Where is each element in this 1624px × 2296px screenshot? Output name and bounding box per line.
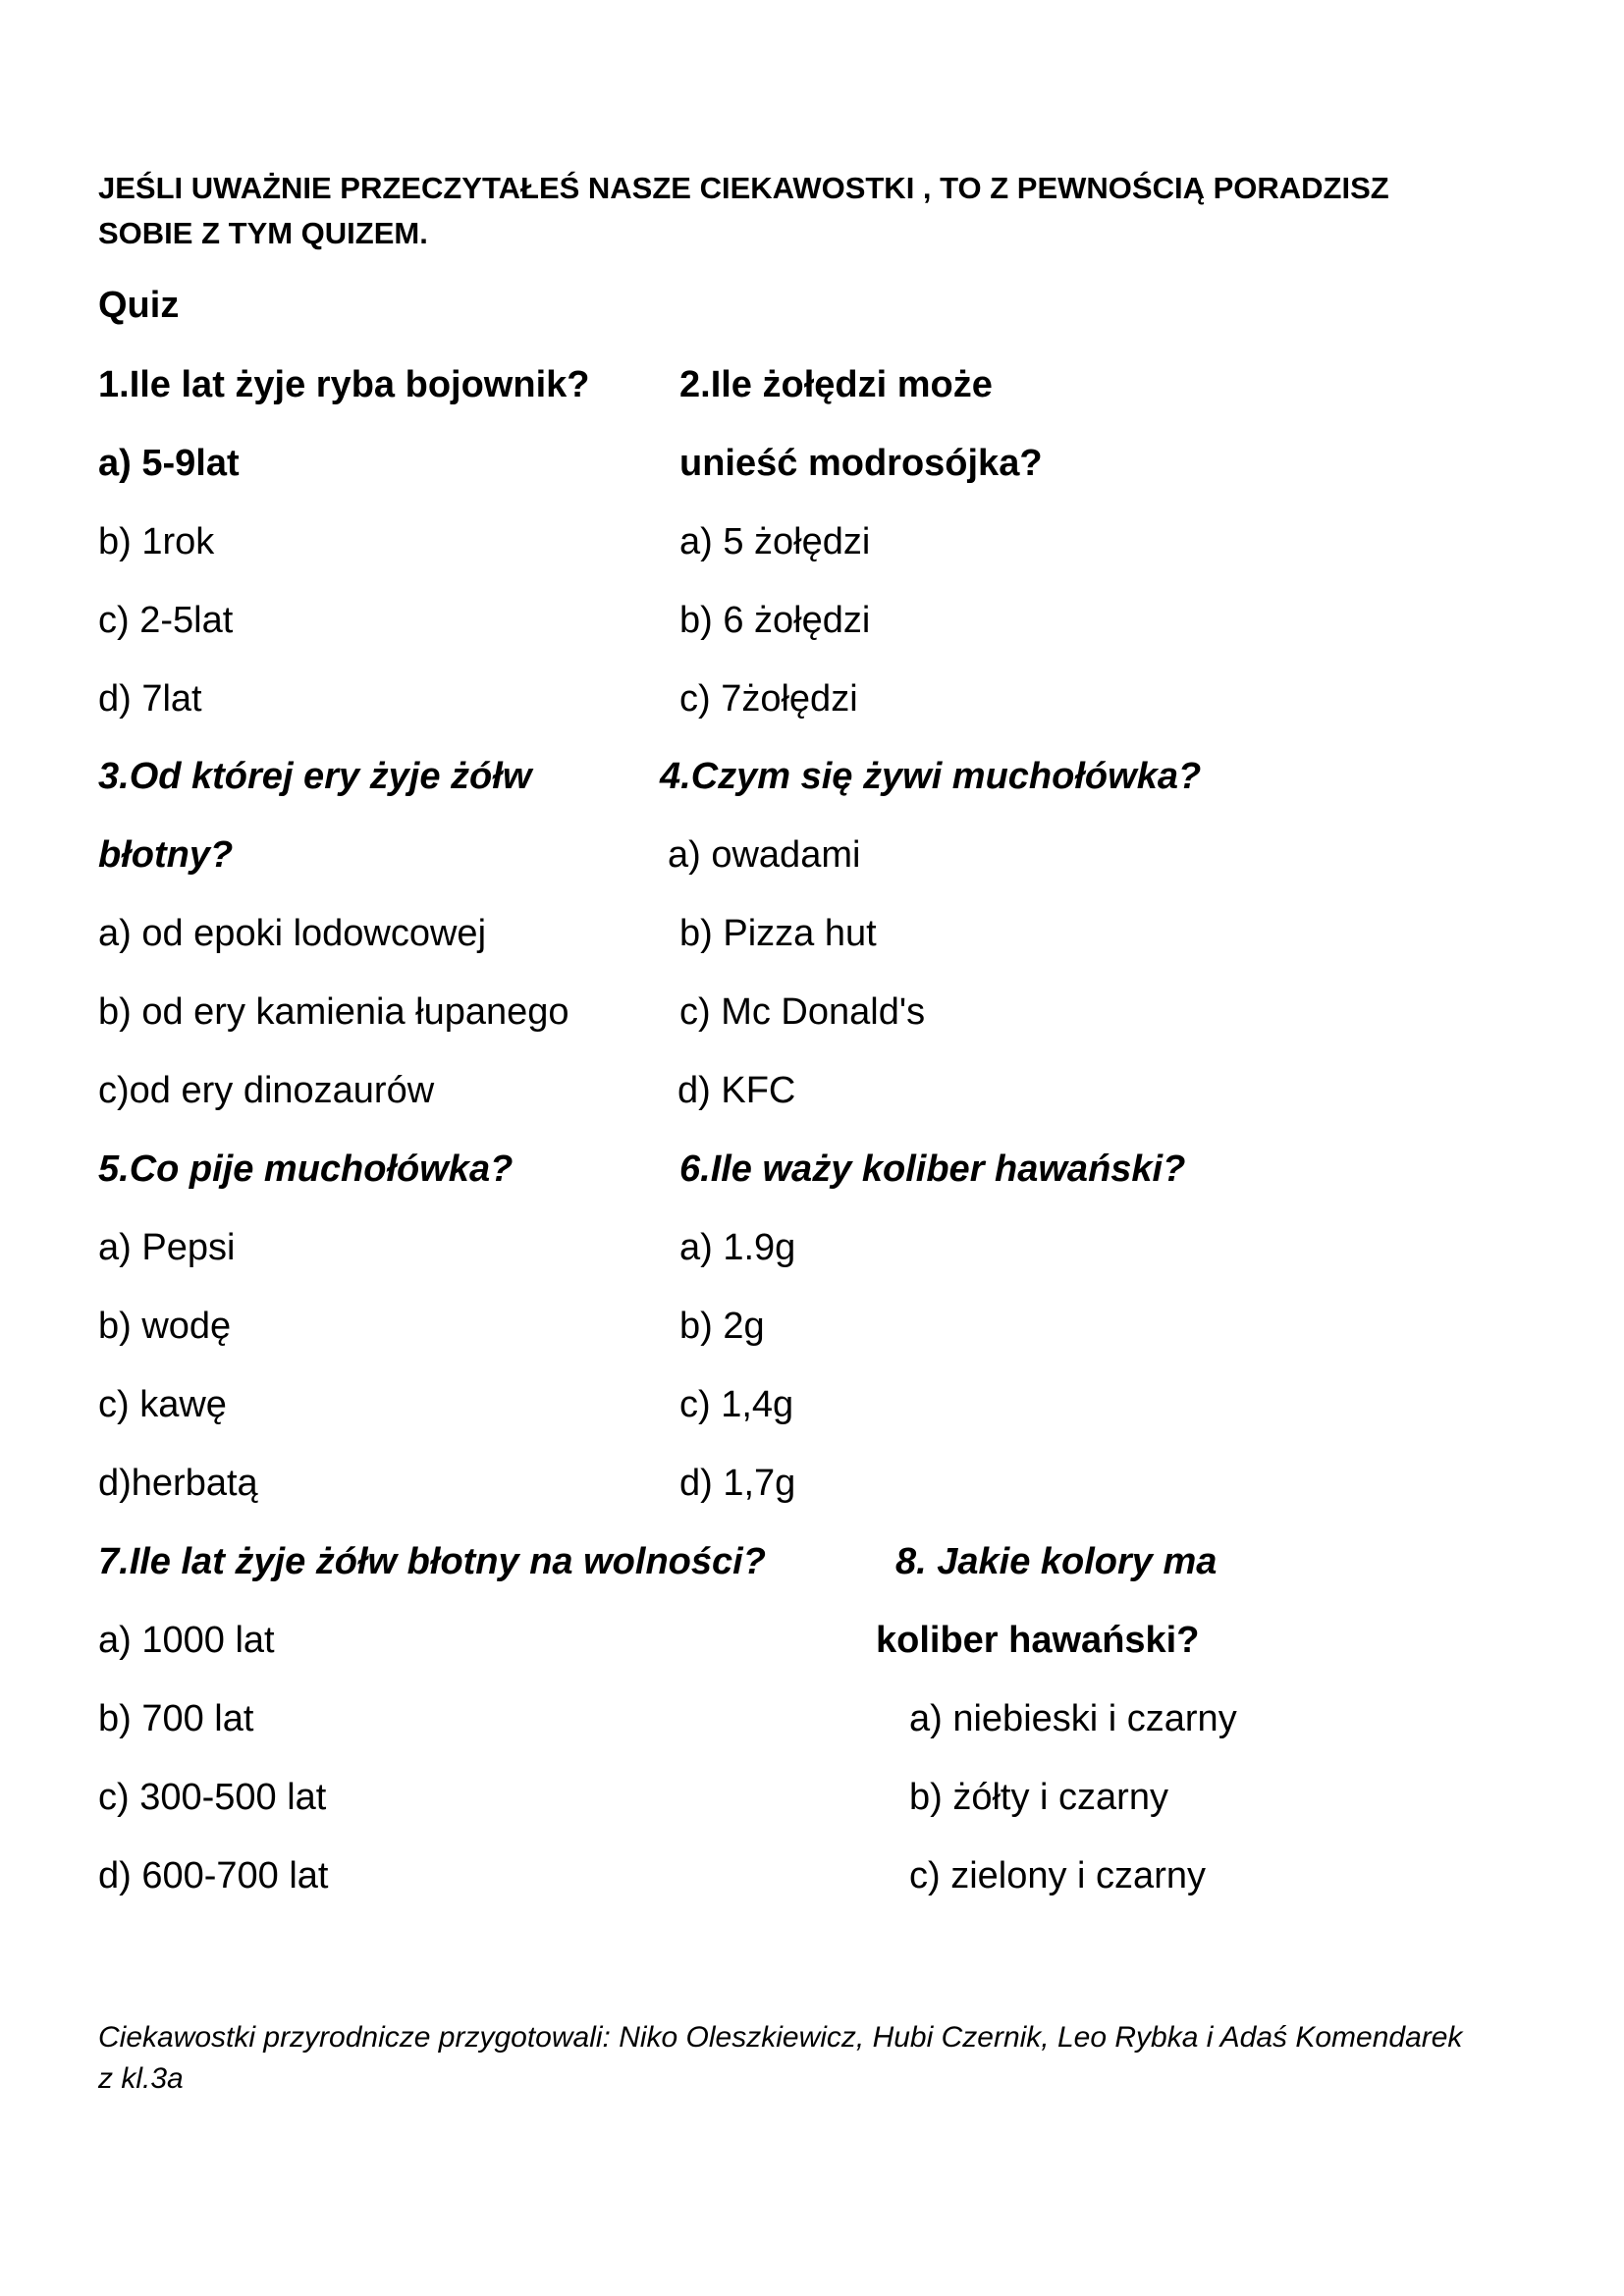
q4-answer-d: d) KFC — [677, 1070, 796, 1111]
q2-answer-b: b) 6 żołędzi — [679, 600, 871, 641]
q5-answer-c: c) kawę — [98, 1384, 227, 1425]
q5-answer-d: d)herbatą — [98, 1463, 258, 1504]
q8-answer-c: c) zielony i czarny — [909, 1855, 1206, 1896]
question-1: 1.Ile lat żyje ryba bojownik? — [98, 364, 590, 405]
q4-answer-b: b) Pizza hut — [679, 913, 877, 954]
question-8-line-2: koliber hawański? — [876, 1620, 1200, 1661]
question-6: 6.Ile waży koliber hawański? — [679, 1148, 1186, 1190]
footer-credits-line-1: Ciekawostki przyrodnicze przygotowali: Niko Oleszkiewicz, Hubi Czernik, Leo Rybka i Adaś Komendarek — [98, 2021, 1463, 2054]
intro-line-1: JEŚLI UWAŻNIE PRZECZYTAŁEŚ NASZE CIEKAWOSTKI , TO Z PEWNOŚCIĄ PORADZISZ — [98, 171, 1389, 205]
q6-answer-b: b) 2g — [679, 1306, 765, 1347]
question-4: 4.Czym się żywi muchołówka? — [660, 756, 1202, 797]
question-3-line-1: 3.Od której ery żyje żółw — [98, 756, 532, 797]
quiz-title: Quiz — [98, 285, 180, 326]
q7-answer-c: c) 300-500 lat — [98, 1777, 327, 1818]
question-2-line-2: unieść modrosójka? — [679, 443, 1043, 484]
footer-credits-line-2: z kl.3a — [98, 2062, 184, 2095]
question-3-line-2: błotny? — [98, 834, 234, 876]
q5-answer-a: a) Pepsi — [98, 1227, 236, 1268]
q1-answer-c: c) 2-5lat — [98, 600, 234, 641]
q3-answer-c: c)od ery dinozaurów — [98, 1070, 435, 1111]
q1-answer-a: a) 5-9lat — [98, 443, 240, 484]
q1-answer-d: d) 7lat — [98, 678, 202, 720]
q1-answer-b: b) 1rok — [98, 521, 215, 562]
q7-answer-b: b) 700 lat — [98, 1698, 254, 1739]
question-7: 7.Ile lat żyje żółw błotny na wolności? — [98, 1541, 766, 1582]
q8-answer-b: b) żółty i czarny — [909, 1777, 1168, 1818]
intro-line-2: SOBIE Z TYM QUIZEM. — [98, 216, 428, 250]
q4-answer-c: c) Mc Donald's — [679, 991, 926, 1033]
question-2-line-1: 2.Ile żołędzi może — [679, 364, 993, 405]
q2-answer-c: c) 7żołędzi — [679, 678, 858, 720]
q7-answer-a: a) 1000 lat — [98, 1620, 275, 1661]
q6-answer-c: c) 1,4g — [679, 1384, 794, 1425]
q5-answer-b: b) wodę — [98, 1306, 232, 1347]
q4-answer-a: a) owadami — [668, 834, 861, 876]
question-5: 5.Co pije muchołówka? — [98, 1148, 514, 1190]
question-8-line-1: 8. Jakie kolory ma — [895, 1541, 1218, 1582]
q7-answer-d: d) 600-700 lat — [98, 1855, 329, 1896]
q3-answer-b: b) od ery kamienia łupanego — [98, 991, 569, 1033]
q6-answer-a: a) 1.9g — [679, 1227, 796, 1268]
q6-answer-d: d) 1,7g — [679, 1463, 796, 1504]
q8-answer-a: a) niebieski i czarny — [909, 1698, 1237, 1739]
q3-answer-a: a) od epoki lodowcowej — [98, 913, 487, 954]
q2-answer-a: a) 5 żołędzi — [679, 521, 871, 562]
